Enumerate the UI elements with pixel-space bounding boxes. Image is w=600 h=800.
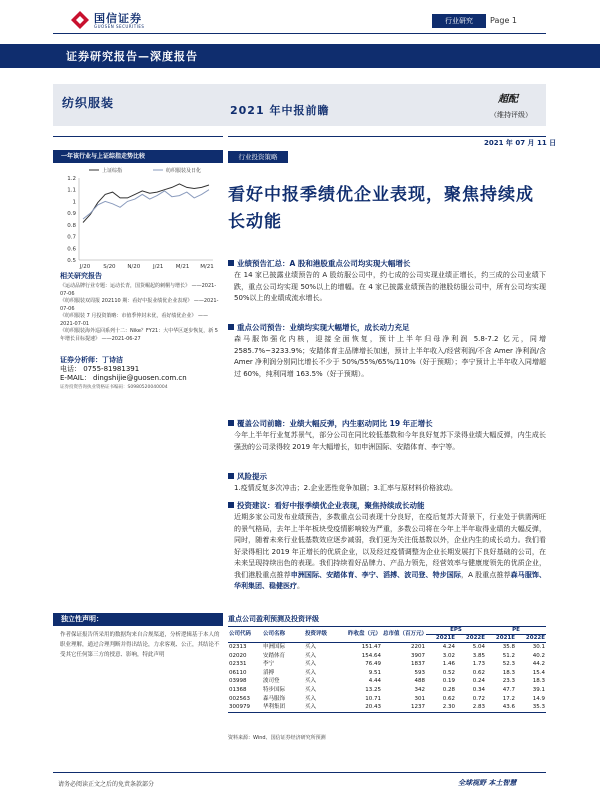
bullet-investment-advice <box>228 500 546 593</box>
bullet-body: 1.疫情反复多次冲击；2.企业恶性竞争加剧；3.汇率与原材料价格波动。 <box>234 484 458 492</box>
col-header-pe-2022: 2022E <box>516 635 546 643</box>
x-tick-label: J/20 <box>79 264 91 270</box>
col-header-rating: 投资评级 <box>304 627 344 643</box>
report-date: 2021 年 07 月 11 日 <box>484 139 557 147</box>
col-header-mcap: 总市值（百万元） <box>382 627 426 643</box>
col-header-eps: EPS <box>426 627 486 635</box>
forecast-table-title: 重点公司盈利预测及投资评级 <box>228 615 319 623</box>
x-tick-label: J/21 <box>152 264 164 270</box>
analyst-label: 证券分析师： <box>60 356 102 364</box>
bullet-square-icon <box>228 420 234 426</box>
bullet-key-companies <box>228 322 546 380</box>
legend-label: 上证综指 <box>102 168 123 174</box>
recommended-hk-stocks: 申洲国际、安踏体育、李宁、滔搏、波司登、特步国际 <box>290 570 461 579</box>
independence-statement: 作者保证报告所采用的数据均来自合规渠道，分析逻辑基于本人的职业理解，通过合理判断并得出结论，力求客观、公正，其结论不受其它任何第三方的授意、影响，特此声明 <box>60 632 220 658</box>
bullet-square-icon <box>228 260 234 266</box>
y-tick-label: 0.7 <box>67 234 76 241</box>
analyst-phone: 电话： 0755-81981391 <box>60 365 140 373</box>
series-line <box>83 190 209 219</box>
x-tick-label: N/20 <box>127 264 141 270</box>
table-row: 06110 滔搏 买入 9.51 593 0.52 0.62 18.3 15.4 <box>229 669 545 676</box>
bullet-body: 近期多家公司发布业绩预告，多数重点公司表现十分良好，在疫后复苏大背景下，行业处于供需两旺的景气格局，去年上半年板块受疫情影响较为严重，多数公司将在今年上半年取得业绩的大幅反弹，同时，随着未来行业低基数效应逐步减弱，我们更为关注低基数以外，企业内生的成长动力。我们看好录得相比 2019 年正增长的优质企业，以及经过疫情调整为企业长期发展打下良好基础的公司，在未来呈现持续出色的表现。我们持续看好品牌力、产品力领先，经营效率与健康度领先的优质企业，我们港股重点推荐申洲国际、安踏体育、李宁、滔搏、波司登、特步国际，A 股重点推荐森马服饰、华利集团、稳健医疗。 <box>234 513 547 590</box>
header-divider <box>53 33 546 34</box>
table-row: 02020 安踏体育 买入 154.64 3907 3.02 3.85 51.2 40.2 <box>229 652 545 659</box>
chart-title: 一年该行业与上证综指走势比较 <box>53 150 223 163</box>
table-row: 02331 李宁 买入 76.49 1837 1.46 1.73 52.3 44.2 <box>229 661 545 668</box>
bullet-body: 森马服饰强化内核，迎接全面恢复，预计上半年归母净利润 5.8-7.2 亿元，同增 2585.7%~3233.9%；安踏体育主品牌增长加速，预计上半年收入/经营利润/不含 Amer 净利润/含 Amer 净利润分别同比增长不少于 50%/55%/65%/110%（好于预期）；李宁预计上半年收入同增超过 60%，纯利同增 163.5%（好于预期）。 <box>234 335 546 378</box>
y-tick-label: 1.1 <box>67 187 76 194</box>
sector-name: 纺织服装 <box>62 96 115 110</box>
bullet-body: 在 14 家已披露业绩预告的 A 股纺服公司中，约七成的公司实现业绩正增长，约三成的公司业绩下跌，重点公司均实现 50%以上的增幅。在 4 家已披露业绩预告的港股纺服公司中，所有公司均实现 50%以上的业绩成流水增长。 <box>234 271 546 302</box>
related-report-item[interactable]: 《运动品牌行业专题：运动长青，国货崛起的刺桐与增长》 ——2021-07-06 <box>60 283 217 297</box>
table-row: 02313 申洲国际 买入 151.47 2201 4.24 5.04 35.8 30.1 <box>229 644 545 650</box>
y-tick-label: 1.2 <box>67 176 76 182</box>
footer-slogan: 全球视野 本土智慧 <box>458 779 517 787</box>
y-tick-label: 1 <box>72 199 76 206</box>
related-reports-list <box>60 283 222 343</box>
page-number: Page 1 <box>490 16 517 25</box>
col-header-eps-2022: 2022E <box>456 635 486 643</box>
rating-note: （维持评级） <box>490 111 532 119</box>
bullet-heading: 投资建议：看好中报季绩优企业表现，聚焦持续成长动能 <box>237 501 425 510</box>
table-row: 300979 华利集团 买入 20.43 1237 2.30 2.83 43.6 35.3 <box>228 703 546 712</box>
report-banner-text: 证券研究报告—深度报告 <box>66 50 198 63</box>
bullet-heading: 风险提示 <box>237 472 267 481</box>
bullet-square-icon <box>228 324 234 330</box>
right-divider <box>228 136 546 137</box>
strategy-tag: 行业投资策略 <box>228 151 288 163</box>
col-header-close: 昨收盘（元） <box>344 627 382 643</box>
table-row: 03998 波司登 买入 4.44 488 0.19 0.24 23.3 18.3 <box>229 678 545 685</box>
disclaimer-note: 请务必阅读正文之后的免责条款部分 <box>58 781 155 788</box>
col-header-pe: PE <box>486 627 546 635</box>
related-report-item[interactable]: 《纺织服装海外巡回系列十二：Nike？FY21：大中华区逐步恢复，新 5 年增长目标提速》 ——2021-06-27 <box>60 328 218 342</box>
bullet-heading: 覆盖公司前瞻：业绩大幅反弹，内生驱动同比 19 年正增长 <box>237 419 433 428</box>
y-tick-label: 0.5 <box>67 258 76 264</box>
table-source: 资料来源：Wind、国信证券经济研究所预测 <box>228 735 326 741</box>
y-tick-label: 0.6 <box>67 246 76 253</box>
x-tick-label: M/21 <box>175 264 190 270</box>
footer-divider <box>53 772 546 773</box>
x-tick-label: M/21 <box>200 264 214 270</box>
analyst-name: 丁诗洁 <box>102 356 123 364</box>
analyst-certificate: 证券投资咨询执业资格证书编码：S0980520040004 <box>60 385 168 390</box>
bullet-square-icon <box>228 473 234 479</box>
bullet-square-icon <box>228 502 234 508</box>
report-title: 看好中报季绩优企业表现，聚焦持续成长动能 <box>228 185 534 232</box>
related-report-item[interactable]: 《纺织服装双周报 202110 期：看好中报业绩优企业表现》 ——2021-07-06 <box>60 298 219 312</box>
report-type: 2021 年中报前瞻 <box>230 104 330 117</box>
left-divider <box>53 136 223 137</box>
forecast-table <box>228 626 546 713</box>
bullet-body: 今年上半年行业复苏景气，部分公司在同比较低基数和今年良好复苏下录得业绩大幅反弹，内生成长强劲的公司录得较 2019 年大幅增长，如申洲国际、安踏体育、李宁等。 <box>234 431 546 451</box>
bullet-risks <box>228 471 546 495</box>
y-tick-label: 0.9 <box>67 211 76 218</box>
related-reports-title: 相关研究报告 <box>60 272 102 280</box>
col-header-name: 公司名称 <box>262 627 304 643</box>
bullet-heading: 重点公司预告：业绩均实现大幅增长，成长动力充足 <box>237 323 410 332</box>
recommended-a-stocks: 森马服饰、华利集团、稳健医疗 <box>234 570 547 590</box>
table-row: 01368 特步国际 买入 13.25 342 0.28 0.34 47.7 39.1 <box>229 686 545 693</box>
analyst-email[interactable]: E-MAIL： dingshijie@guosen.com.cn <box>60 374 187 382</box>
col-header-pe-2021: 2021E <box>486 635 516 643</box>
analyst-info <box>60 356 222 392</box>
legend-label: 纺织服装及日化 <box>166 168 202 174</box>
y-tick-label: 0.8 <box>67 222 76 229</box>
logo-english-name: GUOSEN SECURITIES <box>94 24 145 29</box>
independence-title: 独立性声明： <box>53 613 223 626</box>
table-row: 002563 森马服饰 买入 10.71 301 0.62 0.72 17.2 14.9 <box>229 695 545 702</box>
related-report-item[interactable]: 《纺织服装 7 月投资策略：市值季仲封未优，看好绩优企业》 ——2021-07-01 <box>60 313 208 327</box>
trend-chart <box>53 162 223 274</box>
rating: 超配 <box>498 94 518 105</box>
logo-name: 国信证券 <box>94 12 142 25</box>
col-header-code: 公司代码 <box>228 627 262 643</box>
col-header-eps-2021: 2021E <box>426 635 456 643</box>
x-tick-label: S/20 <box>103 264 116 270</box>
bullet-heading: 业绩预告汇总：A 股和港股重点公司均实现大幅增长 <box>237 259 411 268</box>
header-tag: 行业研究 <box>432 14 486 28</box>
bullet-coverage-preview <box>228 418 546 453</box>
guosen-logo-icon <box>70 10 90 30</box>
bullet-forecast-summary <box>228 258 546 305</box>
